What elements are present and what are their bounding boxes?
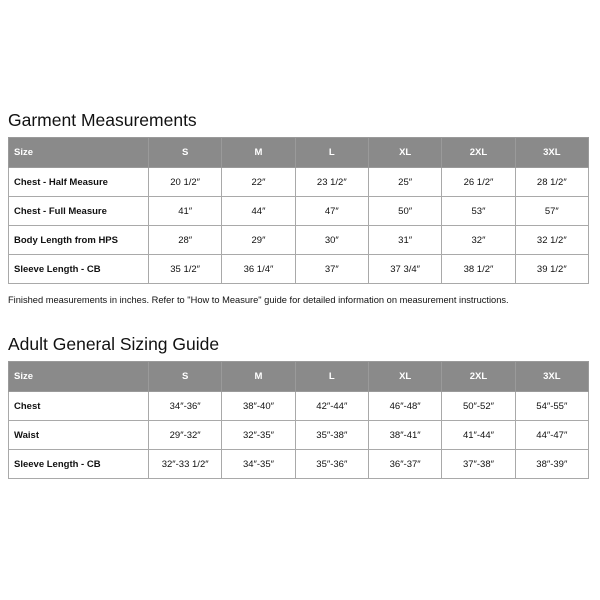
- size-column-header: M: [222, 362, 295, 392]
- size-column-header: XL: [368, 362, 441, 392]
- adult-sizing-guide-table: [8, 361, 589, 479]
- size-column-header: XL: [368, 138, 441, 168]
- row-label: Chest - Half Measure: [9, 168, 149, 197]
- table-cell: 54″-55″: [515, 392, 588, 421]
- table-row: [9, 255, 589, 284]
- table-row: [9, 226, 589, 255]
- table-cell: 31″: [368, 226, 441, 255]
- table-cell: 38″-39″: [515, 450, 588, 479]
- size-column-header: 2XL: [442, 138, 515, 168]
- size-column-header: M: [222, 138, 295, 168]
- table-cell: 29″: [222, 226, 295, 255]
- table-cell: 23 1/2″: [295, 168, 368, 197]
- table-cell: 32″: [442, 226, 515, 255]
- table-cell: 37″: [295, 255, 368, 284]
- table-cell: 50″: [368, 197, 441, 226]
- row-label: Chest: [9, 392, 149, 421]
- row-label: Chest - Full Measure: [9, 197, 149, 226]
- table-row: [9, 421, 589, 450]
- table-cell: 36 1/4″: [222, 255, 295, 284]
- table-row: [9, 392, 589, 421]
- table-cell: 38″-40″: [222, 392, 295, 421]
- table-cell: 28 1/2″: [515, 168, 588, 197]
- table-cell: 35″-36″: [295, 450, 368, 479]
- size-column-header: Size: [9, 138, 149, 168]
- table-cell: 50″-52″: [442, 392, 515, 421]
- table-cell: 44″: [222, 197, 295, 226]
- table-row: [9, 168, 589, 197]
- size-column-header: Size: [9, 362, 149, 392]
- adult-sizing-guide-title: Adult General Sizing Guide: [8, 334, 220, 354]
- table-cell: 30″: [295, 226, 368, 255]
- table-row: [9, 197, 589, 226]
- table-row: [9, 450, 589, 479]
- size-column-header: 3XL: [515, 138, 588, 168]
- table-cell: 41″-44″: [442, 421, 515, 450]
- table-cell: 36″-37″: [368, 450, 441, 479]
- row-label: Sleeve Length - CB: [9, 255, 149, 284]
- table-cell: 57″: [515, 197, 588, 226]
- table-cell: 37 3/4″: [368, 255, 441, 284]
- table-cell: 42″-44″: [295, 392, 368, 421]
- size-column-header: 2XL: [442, 362, 515, 392]
- table-cell: 28″: [149, 226, 222, 255]
- row-label: Body Length from HPS: [9, 226, 149, 255]
- table-cell: 22″: [222, 168, 295, 197]
- garment-measurements-title: Garment Measurements: [8, 110, 197, 130]
- table-cell: 37″-38″: [442, 450, 515, 479]
- table-cell: 26 1/2″: [442, 168, 515, 197]
- size-column-header: L: [295, 362, 368, 392]
- table-cell: 29″-32″: [149, 421, 222, 450]
- table-cell: 47″: [295, 197, 368, 226]
- table-cell: 35″-38″: [295, 421, 368, 450]
- row-label: Sleeve Length - CB: [9, 450, 149, 479]
- table-cell: 35 1/2″: [149, 255, 222, 284]
- table-cell: 32″-35″: [222, 421, 295, 450]
- garment-measurements-table: [8, 137, 589, 284]
- table-cell: 34″-35″: [222, 450, 295, 479]
- size-column-header: S: [149, 362, 222, 392]
- table-cell: 46″-48″: [368, 392, 441, 421]
- size-column-header: S: [149, 138, 222, 168]
- table-cell: 34″-36″: [149, 392, 222, 421]
- table-cell: 39 1/2″: [515, 255, 588, 284]
- table-cell: 41″: [149, 197, 222, 226]
- table-cell: 53″: [442, 197, 515, 226]
- table-cell: 44″-47″: [515, 421, 588, 450]
- table-cell: 32″-33 1/2″: [149, 450, 222, 479]
- table-cell: 25″: [368, 168, 441, 197]
- table-cell: 38 1/2″: [442, 255, 515, 284]
- measurement-note: Finished measurements in inches. Refer to "How to Measure" guide for detailed information on measurement instructions.: [8, 295, 509, 305]
- table-cell: 32 1/2″: [515, 226, 588, 255]
- table-cell: 20 1/2″: [149, 168, 222, 197]
- table-header-row: [9, 362, 589, 392]
- size-column-header: L: [295, 138, 368, 168]
- table-cell: 38″-41″: [368, 421, 441, 450]
- row-label: Waist: [9, 421, 149, 450]
- table-header-row: [9, 138, 589, 168]
- size-column-header: 3XL: [515, 362, 588, 392]
